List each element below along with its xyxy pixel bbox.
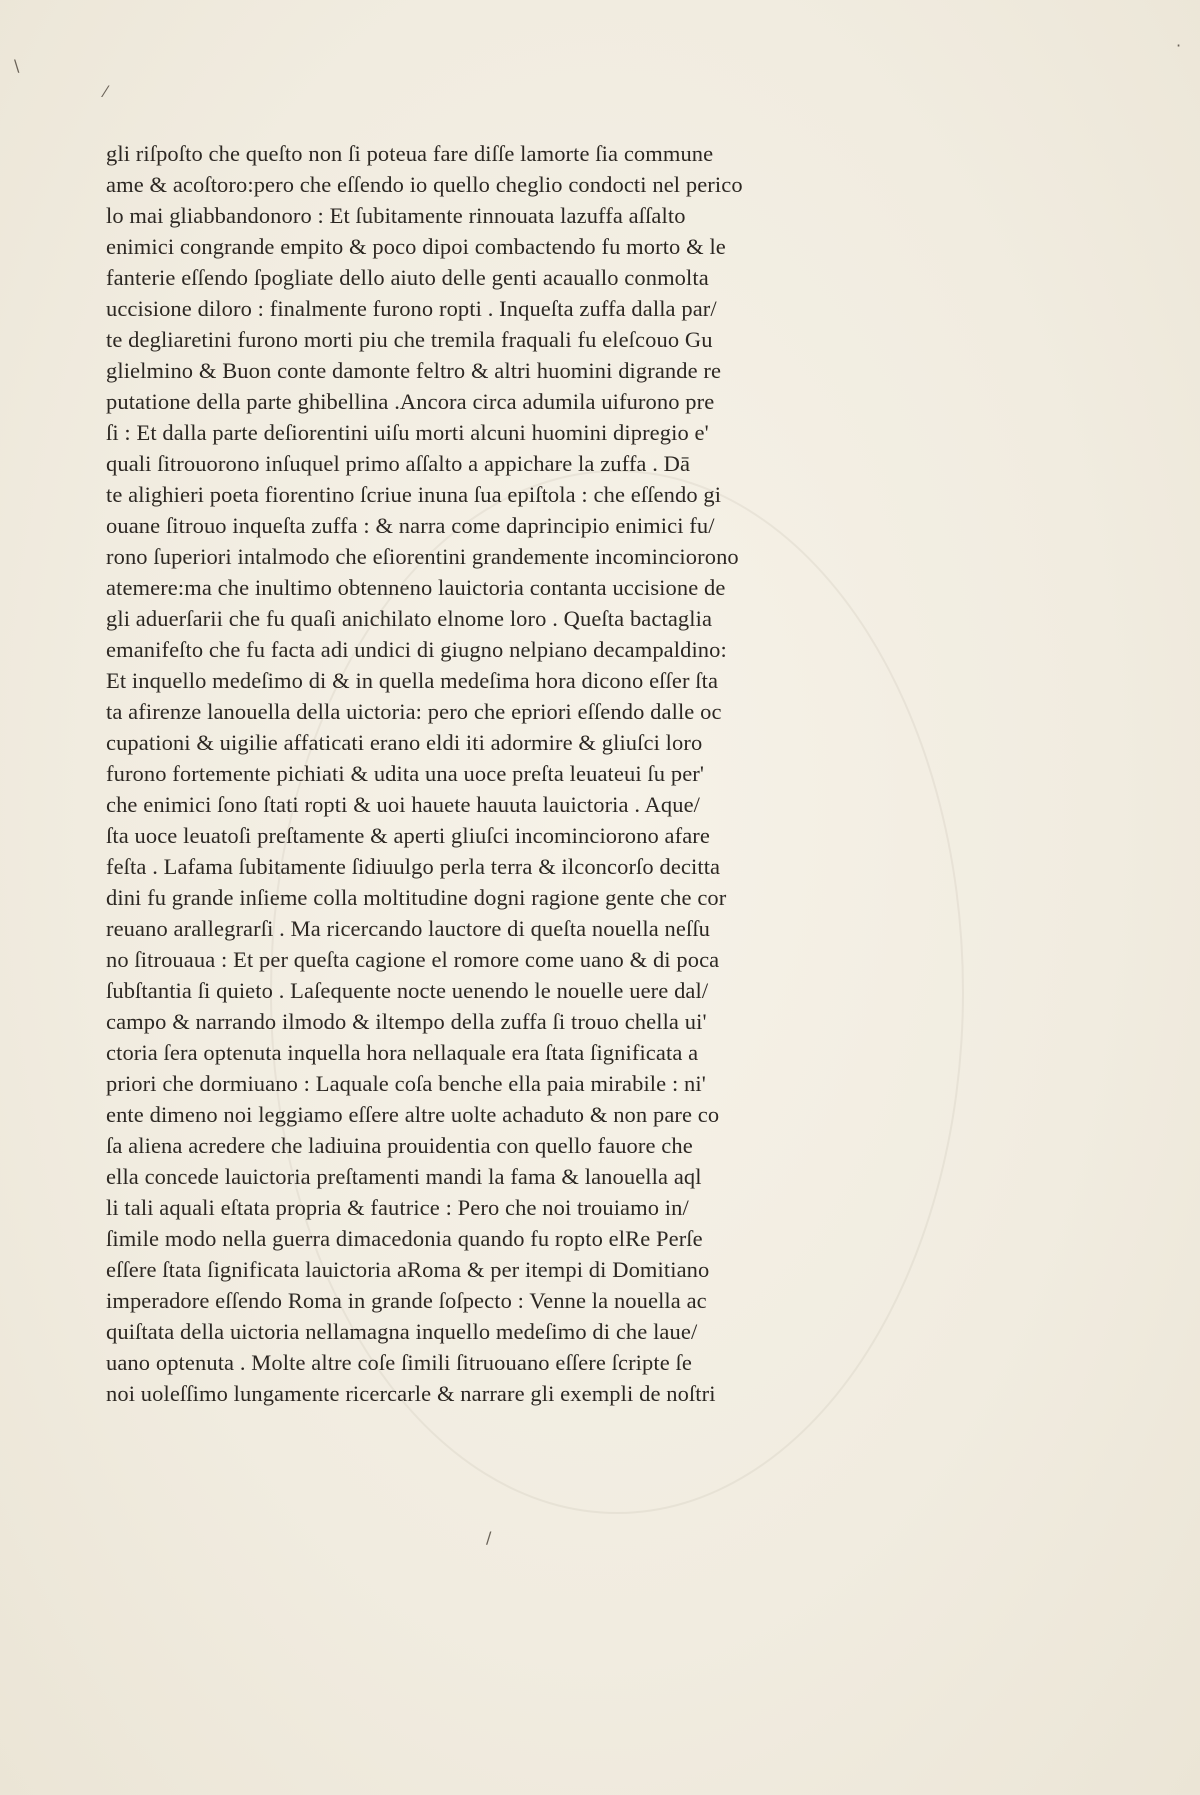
text-line: uano optenuta . Molte altre coſe ſimili ſitruouano eſſere ſcripte ſe	[106, 1350, 692, 1375]
margin-mark: \	[14, 56, 20, 75]
text-line: priori che dormiuano : Laquale coſa benche ella paia mirabile : ni'	[106, 1071, 706, 1096]
text-line: ente dimeno noi leggiamo eſſere altre uolte achaduto & non pare co	[106, 1102, 720, 1127]
text-line: dini fu grande inſieme colla moltitudine dogni ragione gente che cor	[106, 885, 727, 910]
text-line: rono ſuperiori intalmodo che eſiorentini grandemente incominciorono	[106, 544, 739, 569]
text-line: ſa aliena acredere che ladiuina prouidentia con quello fauore che	[106, 1133, 693, 1158]
text-line: furono fortemente pichiati & udita una uoce preſta leuateui ſu per'	[106, 761, 705, 786]
text-line: ſta uoce leuatoſi preſtamente & aperti gliuſci incominciorono afare	[106, 823, 710, 848]
margin-mark: /	[486, 1528, 492, 1547]
text-line: no ſitrouaua : Et per queſta cagione el romore come uano & di poca	[106, 947, 720, 972]
text-line: reuano arallegrarſi . Ma ricercando lauctore di queſta nouella neſſu	[106, 916, 711, 941]
text-line: ctoria ſera optenuta inquella hora nellaquale era ſtata ſignificata a	[106, 1040, 699, 1065]
text-line: fanterie eſſendo ſpogliate dello aiuto delle genti acauallo conmolta	[106, 265, 709, 290]
text-line: ſimile modo nella guerra dimacedonia quando fu ropto elRe Perſe	[106, 1226, 703, 1251]
text-line: emanifeſto che fu facta adi undici di giugno nelpiano decampaldino:	[106, 637, 727, 662]
margin-mark: ⁄	[104, 82, 107, 101]
text-line: imperadore eſſendo Roma in grande ſoſpecto : Venne la nouella ac	[106, 1288, 707, 1313]
text-line: putatione della parte ghibellina .Ancora circa adumila uifurono pre	[106, 389, 715, 414]
text-line: cupationi & uigilie affaticati erano eldi iti adormire & gliuſci loro	[106, 730, 703, 755]
text-line: gli riſpoſto che queſto non ſi poteua fare diſſe lamorte ſia commune	[106, 141, 714, 166]
text-line: ame & acoſtoro:pero che eſſendo io quello cheglio condocti nel perico	[106, 172, 743, 197]
text-line: eſſere ſtata ſignificata lauictoria aRoma & per itempi di Domitiano	[106, 1257, 710, 1282]
text-line: noi uoleſſimo lungamente ricercarle & narrare gli exempli de noſtri	[106, 1381, 716, 1406]
text-line: atemere:ma che inultimo obtenneno lauictoria contanta uccisione de	[106, 575, 726, 600]
text-line: quiſtata della uictoria nellamagna inquello medeſimo di che laue/	[106, 1319, 698, 1344]
text-line: che enimici ſono ſtati ropti & uoi hauete hauuta lauictoria . Aque/	[106, 792, 701, 817]
text-block	[106, 138, 886, 1409]
text-line: campo & narrando ilmodo & iltempo della zuffa ſi trouo chella ui'	[106, 1009, 707, 1034]
text-line: enimici congrande empito & poco dipoi combactendo fu morto & le	[106, 234, 726, 259]
text-line: glielmino & Buon conte damonte feltro & altri huomini digrande re	[106, 358, 722, 383]
text-line: ella concede lauictoria preſtamenti mandi la fama & lanouella aql	[106, 1164, 702, 1189]
text-line: ſubſtantia ſi quieto . Laſequente nocte uenendo le nouelle uere dal/	[106, 978, 709, 1003]
text-line: quali ſitrouorono inſuquel primo aſſalto a appichare la zuffa . Dā	[106, 451, 691, 476]
text-line: li tali aquali eſtata propria & fautrice : Pero che noi trouiamo in/	[106, 1195, 689, 1220]
text-line: lo mai gliabbandonoro : Et ſubitamente rinnouata lazuffa aſſalto	[106, 203, 686, 228]
text-line: ſi : Et dalla parte deſiorentini uiſu morti alcuni huomini dipregio e'	[106, 420, 709, 445]
text-line: uccisione diloro : finalmente furono ropti . Inqueſta zuffa dalla par/	[106, 296, 717, 321]
text-line: te degliaretini furono morti piu che tremila fraquali fu eleſcouo Gu	[106, 327, 713, 352]
text-line: te alighieri poeta fiorentino ſcriue inuna ſua epiſtola : che eſſendo gi	[106, 482, 722, 507]
text-line: feſta . Lafama ſubitamente ſidiuulgo perla terra & ilconcorſo decitta	[106, 854, 721, 879]
text-line: ta afirenze lanouella della uictoria: pero che epriori eſſendo dalle oc	[106, 699, 722, 724]
margin-mark: ·	[1176, 36, 1182, 55]
text-line: ouane ſitrouo inqueſta zuffa : & narra come daprincipio enimici fu/	[106, 513, 715, 538]
text-line: Et inquello medeſimo di & in quella medeſima hora dicono eſſer ſta	[106, 668, 719, 693]
text-line: gli aduerſarii che fu quaſi anichilato elnome loro . Queſta bactaglia	[106, 606, 713, 631]
